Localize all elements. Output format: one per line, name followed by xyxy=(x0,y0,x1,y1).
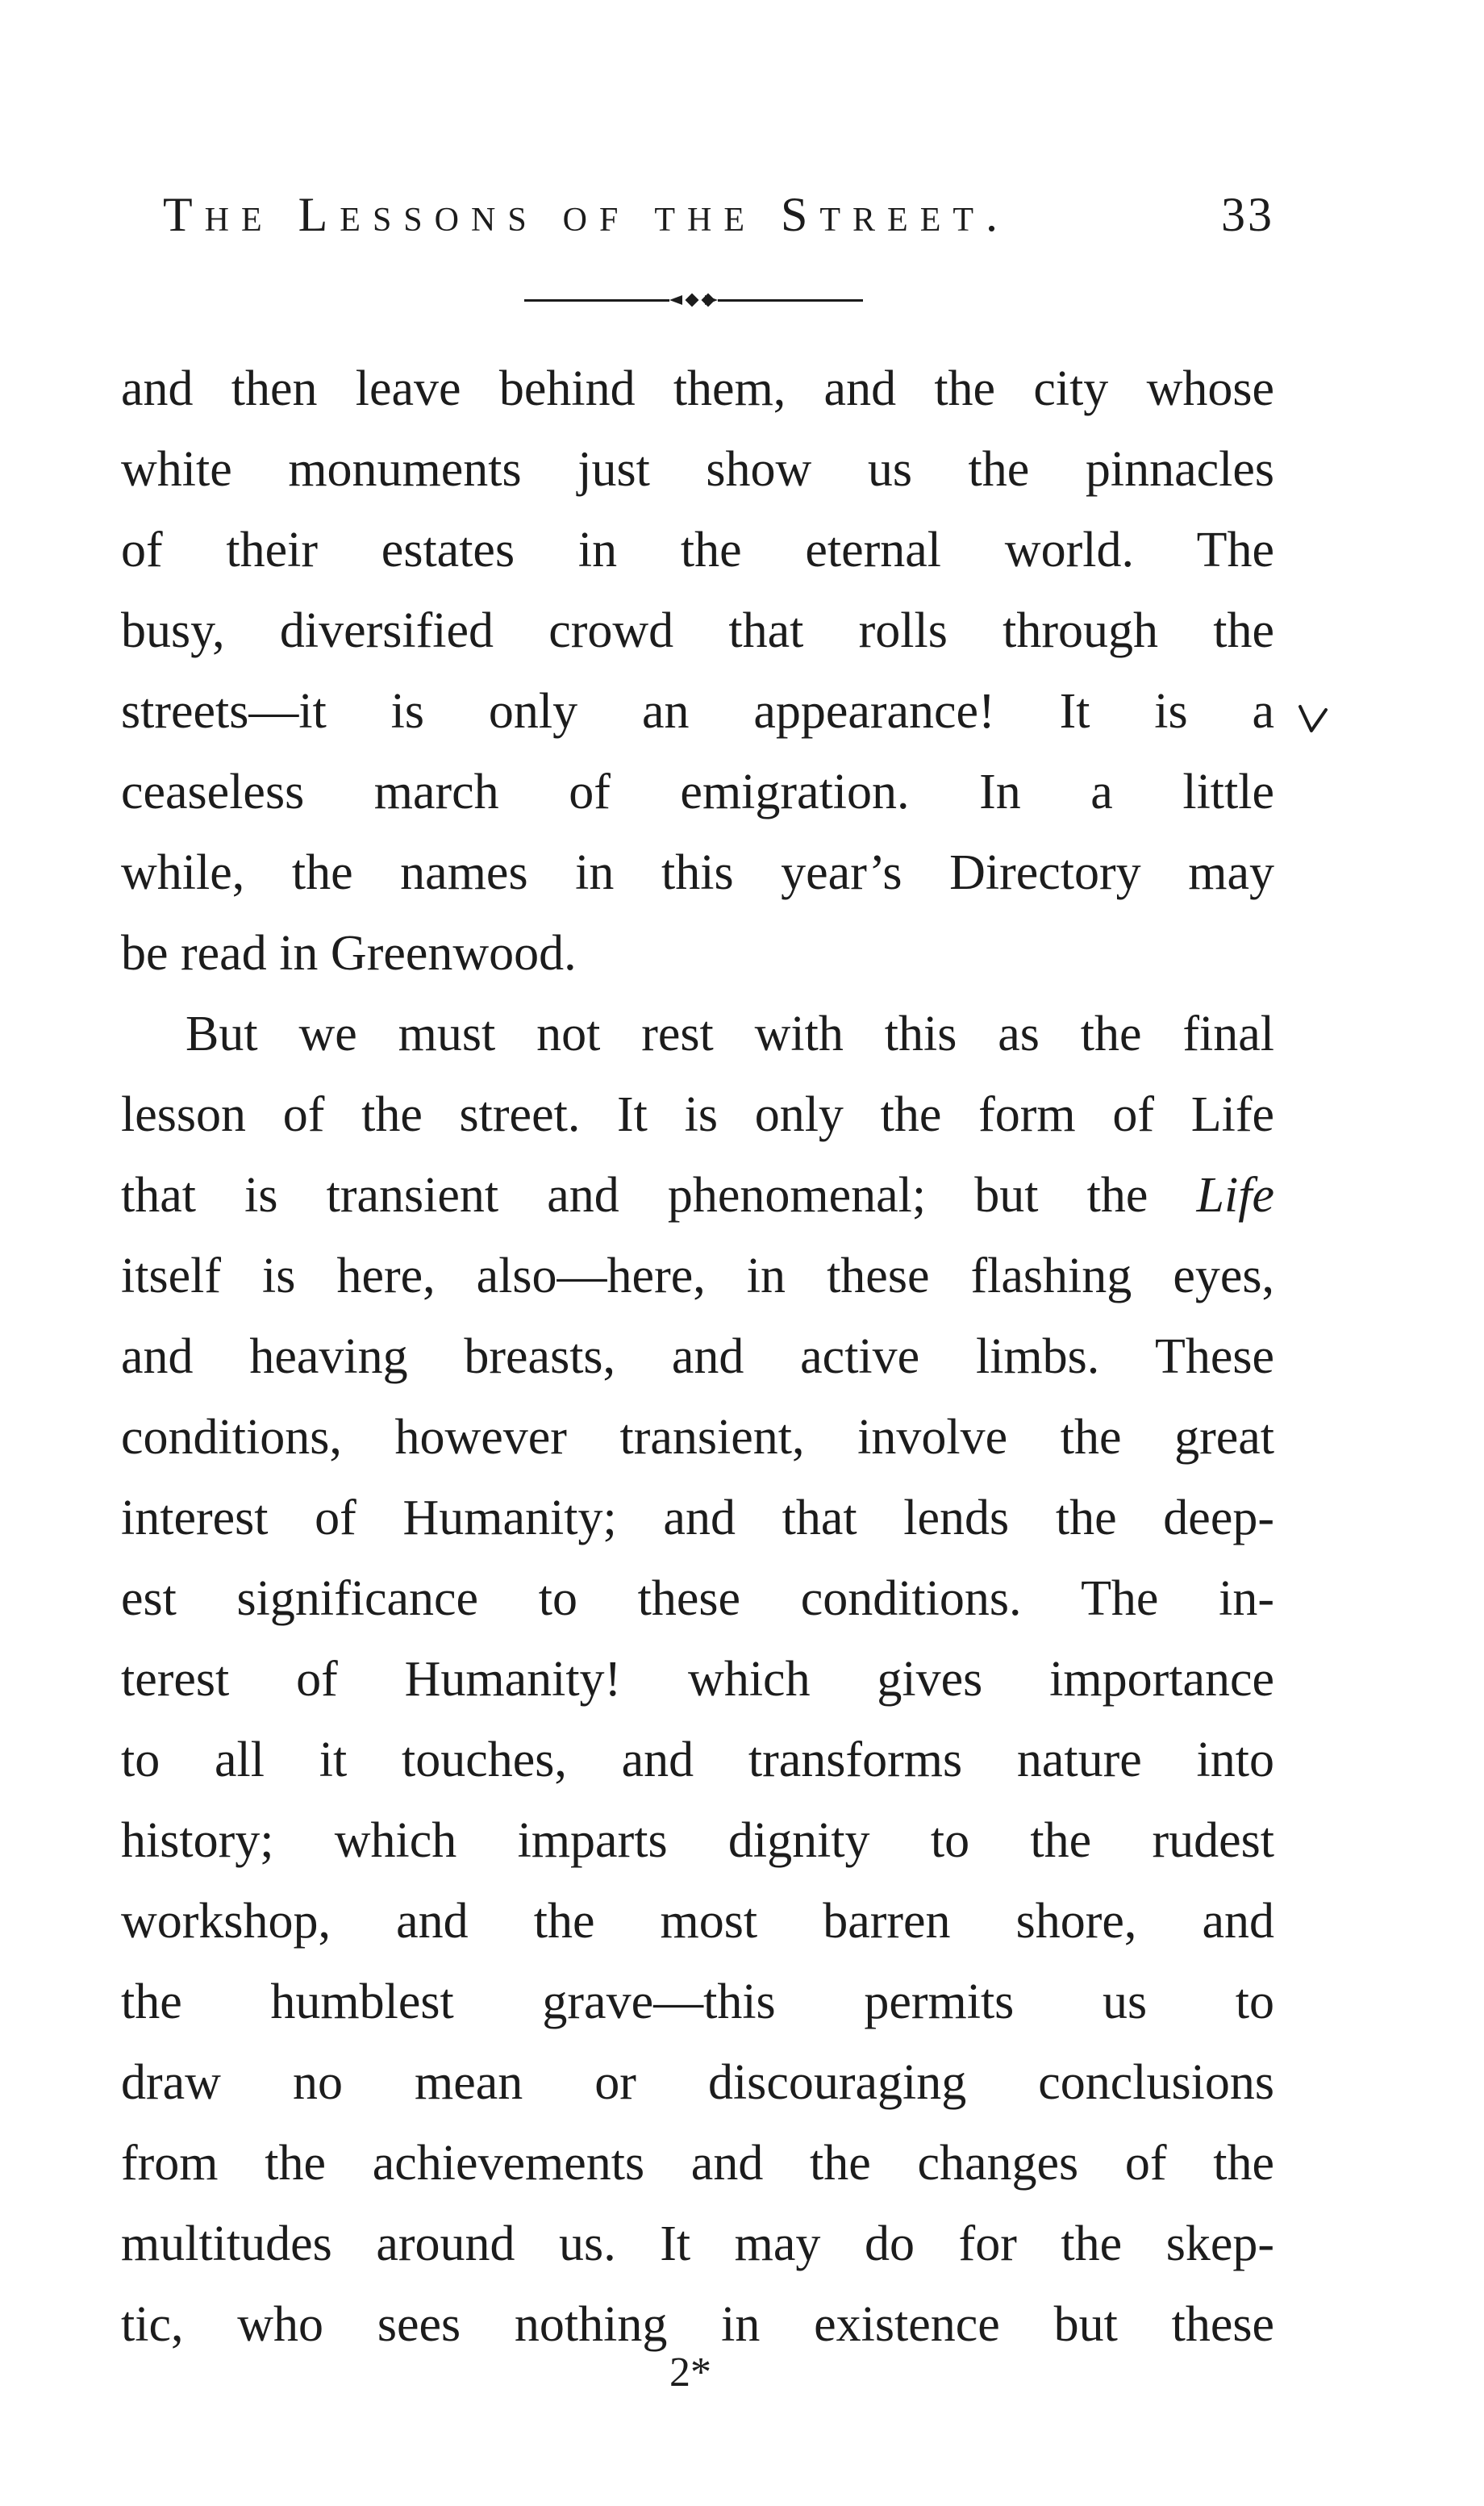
text-line: est significance to these conditions. The in- xyxy=(121,1571,1274,1626)
signature-mark: 2* xyxy=(669,2350,711,2396)
text-line: of their estates in the eternal world. The xyxy=(121,523,1274,578)
text-line: history; which imparts dignity to the rudest xyxy=(121,1813,1274,1868)
text-line: busy, diversified crowd that rolls through the xyxy=(121,603,1274,658)
header-ornament-rule xyxy=(524,292,863,308)
ornament-arrow-left xyxy=(669,295,682,305)
text-line: interest of Humanity; and that lends the deep- xyxy=(121,1491,1274,1545)
text-line: the humblest grave—this permits us to xyxy=(121,1974,1274,2029)
text-line: multitudes around us. It may do for the skep- xyxy=(121,2216,1274,2271)
ornament-arrow-right xyxy=(705,295,718,305)
text-line: and heaving breasts, and active limbs. These xyxy=(121,1329,1274,1384)
page-number: 33 xyxy=(1221,188,1274,241)
text-line xyxy=(121,1155,1274,1236)
text-line: white monuments just show us the pinnacles xyxy=(121,442,1274,497)
running-title: The Lessons of the Street. xyxy=(163,188,1011,241)
text-line: itself is here, also—here, in these flashing eyes, xyxy=(121,1249,1274,1303)
text-line: and then leave behind them, and the city whose xyxy=(121,361,1274,416)
text-line: ceaseless march of emigration. In a little xyxy=(121,765,1274,819)
text-line: be read in Greenwood. xyxy=(121,926,577,981)
ornament-diamond-left xyxy=(686,294,699,307)
text-line: while, the names in this year’s Directory may xyxy=(121,845,1274,900)
ornament-rule-left xyxy=(524,299,669,302)
body-text xyxy=(121,348,1274,2365)
text-line: workshop, and the most barren shore, and xyxy=(121,1894,1274,1949)
text-line: conditions, however transient, involve the great xyxy=(121,1410,1274,1465)
margin-check-mark-icon xyxy=(1297,702,1329,737)
ornament-rule-right xyxy=(718,299,863,302)
text-line: streets—it is only an appearance! It is a xyxy=(121,684,1274,739)
text-line: tic, who sees nothing in existence but these xyxy=(121,2297,1274,2352)
text-line: draw no mean or discouraging conclusions xyxy=(121,2055,1274,2110)
text-line: lesson of the street. It is only the form of Life xyxy=(121,1087,1274,1142)
text-line: terest of Humanity! which gives importance xyxy=(121,1652,1274,1707)
text-line: But we must not rest with this as the final xyxy=(186,1007,1274,1061)
text-line-segment: that is transient and phenomenal; but the xyxy=(121,1168,1197,1223)
italic-word-life: Life xyxy=(1196,1168,1274,1223)
text-line: to all it touches, and transforms nature into xyxy=(121,1733,1274,1787)
text-line: from the achievements and the changes of the xyxy=(121,2136,1274,2191)
running-head xyxy=(121,182,1274,247)
